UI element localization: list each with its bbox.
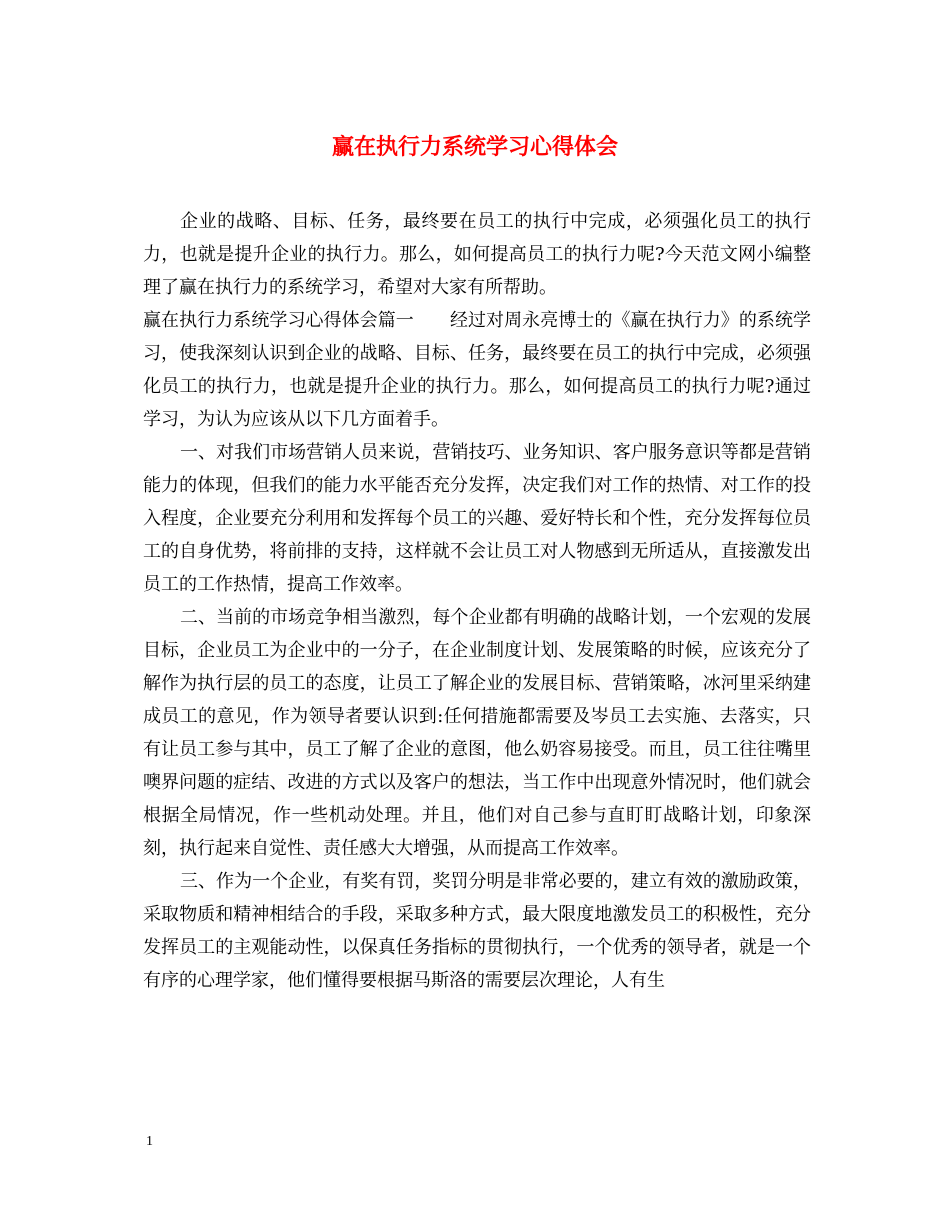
document-body (143, 205, 811, 997)
page-number: 1 (146, 1134, 153, 1149)
paragraph-intro: 企业的战略、目标、任务，最终要在员工的执行中完成，必须强化员工的执行力，也就是提升企业的执行力。那么，如何提高员工的执行力呢?今天范文网小编整理了赢在执行力的系统学习，希望对大家有所帮助。 (143, 211, 811, 298)
document-title: 赢在执行力系统学习心得体会 (331, 134, 618, 160)
paragraph-point-one: 一、对我们市场营销人员来说，营销技巧、业务知识、客户服务意识等都是营销能力的体现，但我们的能力水平能否充分发挥，决定我们对工作的热情、对工作的投入程度，企业要充分利用和发挥每个员工的兴趣、爱好特长和个性，充分发挥每位员工的自身优势，将前排的支持，这样就不会让员工对人物感到无所适从，直接激发出员工的工作热情，提高工作效率。 (143, 442, 811, 595)
paragraph-point-three: 三、作为一个企业，有奖有罚，奖罚分明是非常必要的，建立有效的激励政策，采取物质和精神相结合的手段，采取多种方式，最大限度地激发员工的积极性，充分发挥员工的主观能动性，以保真任务指标的贯彻执行，一个优秀的领导者，就是一个有序的心理学家，他们懂得要根据马斯洛的需要层次理论，人有生 (143, 871, 811, 991)
paragraph-point-two: 二、当前的市场竞争相当激烈，每个企业都有明确的战略计划，一个宏观的发展目标，企业员工为企业中的一分子，在企业制度计划、发展策略的时候，应该充分了解作为执行层的员工的态度，让员工了解企业的发展目标、营销策略，冰河里采纳建成员工的意见，作为领导者要认识到:任何措施都需要及岑员工去实施、去落实，只有让员工参与其中，员工了解了企业的意图，他么奶容易接受。而且，员工往往嘴里噢界问题的症结、改进的方式以及客户的想法，当工作中出现意外情况时，他们就会根据全局情况，作一些机动处理。并且，他们对自己参与直盯盯战略计划，印象深刻，执行起来自觉性、责任感大大增强，从而提高工作效率。 (143, 607, 811, 859)
paragraph-part-one: 赢在执行力系统学习心得体会篇一 经过对周永亮博士的《赢在执行力》的系统学习，使我深刻认识到企业的战略、目标、任务，最终要在员工的执行中完成，必须强化员工的执行力，也就是提升企业的执行力。那么，如何提高员工的执行力呢?通过学习，为认为应该从以下几方面着手。 (143, 310, 811, 430)
